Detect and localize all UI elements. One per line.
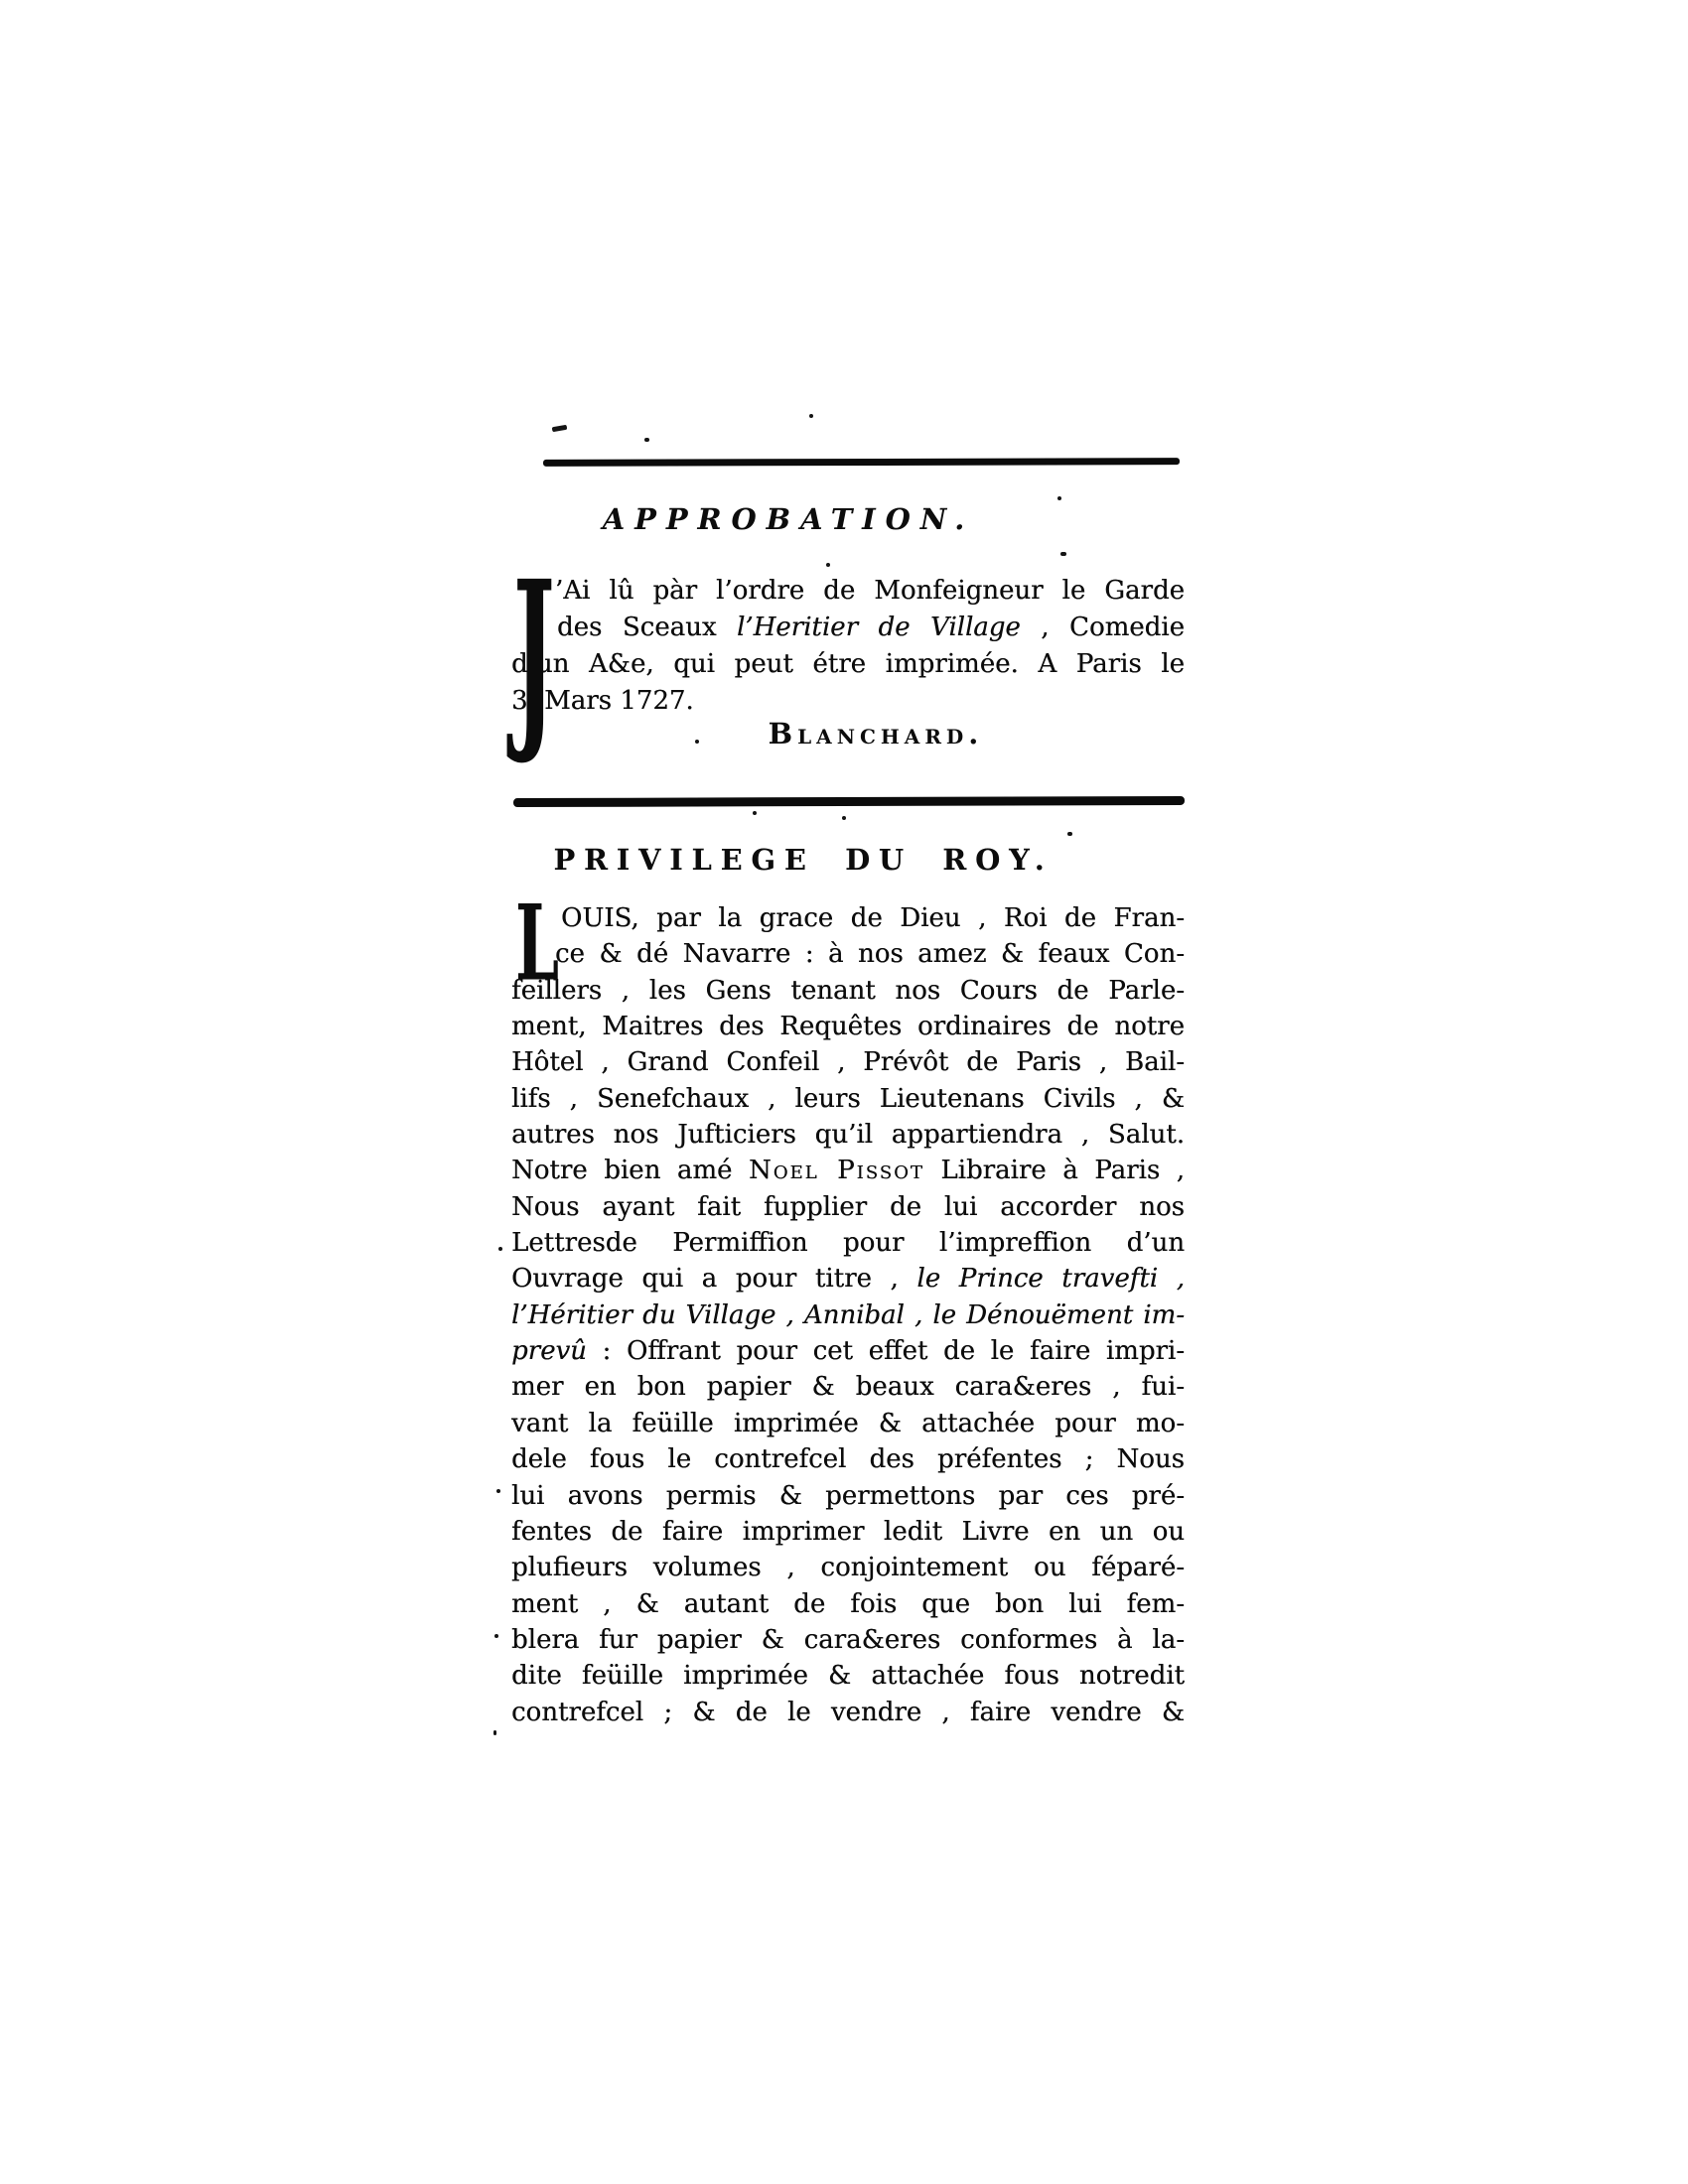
approbation-signature: Blanchard. [768, 717, 984, 751]
text-line [511, 1441, 1185, 1477]
text-line [511, 1044, 1185, 1080]
body-text: dite feüille imprimée & attachée fous notredit [511, 1661, 1185, 1692]
scan-speck [1057, 496, 1061, 500]
text-line [511, 683, 1185, 720]
body-text: ment, Maitres des Requêtes ordinaires de notre [511, 1012, 1185, 1042]
body-text: blera fur papier & cara&eres conformes à la- [511, 1624, 1185, 1655]
text-line [511, 1478, 1185, 1514]
scan-speck [842, 816, 846, 820]
text-line [511, 973, 1185, 1009]
body-text: fentes de faire imprimer ledit Livre en un ou [511, 1516, 1185, 1547]
scan-speck [552, 425, 568, 433]
italic-text: le Prince travefti , [916, 1264, 1185, 1295]
drop-cap-l: L [515, 883, 560, 1005]
body-text: feillers , les Gens tenant nos Cours de Parle- [511, 975, 1185, 1006]
body-text: Notre bien amé [511, 1156, 749, 1186]
text-line [511, 936, 1185, 972]
text-line [511, 1189, 1185, 1225]
text-line [511, 1009, 1185, 1044]
body-text: : Offrant pour cet effet de le faire impri- [586, 1336, 1185, 1367]
text-line [511, 1658, 1185, 1694]
italic-text: l’Heritier de Village [737, 613, 1021, 642]
body-text: ment , & autant de fois que bon lui fem- [511, 1588, 1185, 1619]
approbation-lines [511, 573, 1185, 720]
text-line [511, 573, 1185, 610]
text-line [511, 1261, 1185, 1297]
scan-speck [1060, 552, 1066, 556]
privilege-paragraph [511, 883, 1186, 1730]
text-line [511, 1586, 1185, 1622]
scan-speck [809, 414, 813, 418]
text-line [511, 1695, 1185, 1730]
drop-cap-j: J [513, 537, 555, 768]
scan-speck [644, 438, 649, 442]
italic-text: prevû [511, 1336, 587, 1367]
body-text: , Comedie [1020, 613, 1185, 642]
scan-speck [496, 1489, 500, 1493]
scan-speck [826, 563, 830, 567]
body-text: Hôtel , Grand Confeil , Prévôt de Paris , Bail- [511, 1047, 1185, 1078]
text-line [511, 610, 1185, 646]
text-line [511, 1550, 1185, 1585]
text-line [511, 1297, 1185, 1333]
scan-speck [494, 1634, 498, 1638]
top-rule [543, 458, 1180, 467]
italic-text: l’Héritier du Village , Annibal , le Dénouëment im- [511, 1299, 1185, 1330]
body-text: ’Ai lû pàr l’ordre de Monfeigneur le Garde [555, 576, 1185, 606]
scan-speck [753, 811, 757, 815]
text-line [511, 646, 1185, 683]
text-line [511, 1369, 1185, 1405]
body-text: dele fous le contrefcel des préfentes ; Nous [511, 1444, 1185, 1475]
text-line [511, 1333, 1185, 1369]
body-text: lui avons permis & permettons par ces pré- [511, 1480, 1185, 1511]
text-line [511, 1514, 1185, 1550]
body-text: d’un A&e, qui peut étre imprimée. A Paris le [511, 649, 1185, 679]
text-line [511, 900, 1185, 936]
text-line [511, 1117, 1185, 1153]
body-text: Nous ayant fait fupplier de lui accorder nos [511, 1191, 1185, 1222]
scan-speck [493, 1730, 496, 1735]
body-text: vant la feüille imprimée & attachée pour mo- [511, 1408, 1185, 1438]
body-text: Ouvrage qui a pour titre , [511, 1264, 917, 1295]
scan-speck [498, 1247, 502, 1251]
text-line [511, 1153, 1185, 1188]
body-text: OUIS, par la grace de Dieu , Roi de Fran- [561, 903, 1185, 933]
text-line [511, 1406, 1185, 1441]
text-line [511, 1081, 1185, 1117]
body-text: lifs , Senefchaux , leurs Lieutenans Civils , & [511, 1083, 1185, 1114]
body-text: des Sceaux [557, 613, 738, 642]
text-line [511, 1225, 1185, 1261]
body-text: contrefcel ; & de le vendre , faire vendre & [511, 1697, 1185, 1727]
body-text: plufieurs volumes , conjointement ou féparé- [511, 1553, 1185, 1583]
scan-speck [1067, 832, 1072, 836]
body-text: ce & dé Navarre : à nos amez & feaux Con- [555, 939, 1185, 970]
middle-rule [513, 796, 1185, 807]
small-caps-text: Noel Pissot [748, 1156, 924, 1186]
body-text: Libraire à Paris , [923, 1156, 1186, 1186]
body-text: mer en bon papier & beaux cara&eres , fui- [511, 1372, 1185, 1403]
privilege-heading: PRIVILEGE DU ROY. [553, 843, 1054, 877]
approbation-heading: APPROBATION. [602, 502, 975, 536]
privilege-lines [511, 883, 1186, 1730]
body-text: Lettresde Permiffion pour l’impreffion d’un [511, 1228, 1185, 1259]
text-line [511, 1622, 1185, 1658]
body-text: autres nos Jufticiers qu’il appartiendra , Salut. [511, 1120, 1185, 1151]
body-text: 3. Mars 1727. [511, 686, 694, 716]
